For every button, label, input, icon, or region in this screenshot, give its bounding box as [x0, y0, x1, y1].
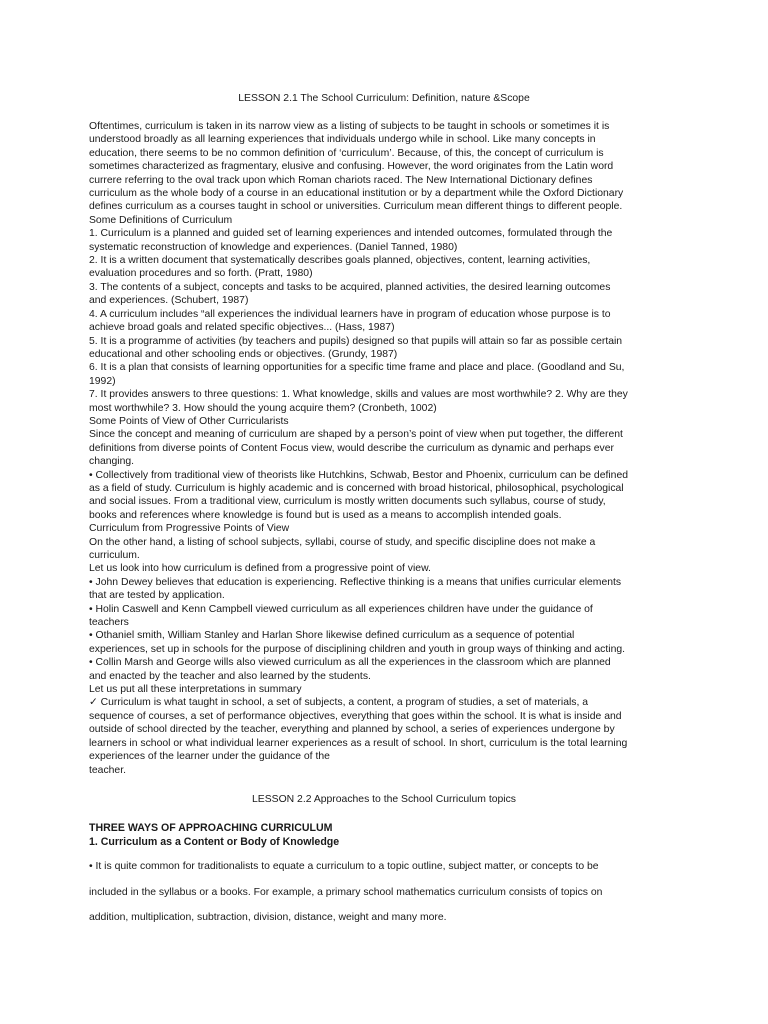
text-line: Some Points of View of Other Curricularists [89, 415, 289, 427]
text-line: On the other hand, a listing of school subjects, syllabi, course of study, and specific discipline does not make a [89, 536, 596, 548]
curriculum-content-heading: 1. Curriculum as a Content or Body of Knowledge [89, 835, 340, 848]
three-ways-heading: THREE WAYS OF APPROACHING CURRICULUM [89, 821, 333, 834]
text-line: books and references where knowledge is found but is used as a means to accomplish intended goals. [89, 509, 562, 521]
text-line: ✓ Curriculum is what taught in school, a set of subjects, a content, a program of studies, a set of materials, a [89, 697, 589, 709]
text-line: learners in school or what individual learner experiences as a result of school. In short, curriculum is the total learning [89, 737, 628, 749]
text-line: systematic reconstruction of knowledge and experiences. (Daniel Tanned, 1980) [89, 241, 458, 253]
text-line: 2. It is a written document that systematically describes goals planned, objectives, content, learning activities, [89, 255, 591, 267]
text-line: • John Dewey believes that education is experiencing. Reflective thinking is a means that unifies curricular elements [89, 576, 622, 588]
text-line: definitions from diverse points of Content Focus view, would describe the curriculum as dynamic and perhaps ever [89, 442, 614, 454]
text-line: curriculum as the whole body of a course in an educational institution or by a department while the Oxford Dictionary [89, 188, 624, 200]
lesson-2-2-title: LESSON 2.2 Approaches to the School Curriculum topics [252, 793, 516, 805]
text-line: and enacted by the teacher and also learned by the students. [89, 670, 371, 682]
text-line: and experiences. (Schubert, 1987) [89, 295, 249, 307]
text-line: understood broadly as all learning experiences that individuals undergo while in school. Like many concepts in [89, 134, 596, 146]
text-line: teachers [89, 617, 129, 629]
text-line: • Othaniel smith, William Stanley and Harlan Shore likewise defined curriculum as a sequence of potential [89, 630, 575, 642]
text-line: 5. It is a programme of activities (by teachers and pupils) designed so that pupils will attain so far as possible certain [89, 335, 623, 347]
text-line: addition, multiplication, subtraction, division, distance, weight and many more. [89, 912, 447, 924]
text-line: sometimes characterized as fragmentary, elusive and confusing. However, the word originates from the Latin word [89, 161, 614, 173]
text-line: • Collin Marsh and George wills also viewed curriculum as all the experiences in the classroom which are planned [89, 657, 611, 669]
text-line: Let us put all these interpretations in summary [89, 684, 302, 696]
lesson-2-1-title: LESSON 2.1 The School Curriculum: Definition, nature &Scope [238, 93, 530, 104]
text-line: included in the syllabus or a books. For example, a primary school mathematics curriculum consists of topics on [89, 886, 603, 898]
text-line: that are tested by application. [89, 590, 225, 602]
text-line: most worthwhile? 3. How should the young acquire them? (Cronbeth, 1002) [89, 402, 437, 414]
lesson-2-2-body [89, 859, 679, 925]
text-line: experiences, set up in schools for the purpose of disciplining children and youth in group ways of thinking and acting. [89, 643, 626, 655]
text-line: sequence of courses, a set of performance objectives, everything that goes within the school. It is what is inside and [89, 710, 622, 722]
text-line: • It is quite common for traditionalists to equate a curriculum to a topic outline, subject matter, or concepts to be [89, 861, 599, 873]
text-line: Some Definitions of Curriculum [89, 214, 233, 226]
text-line: defines curriculum as a courses taught in school or universities. Curriculum mean different things to different people. [89, 201, 623, 213]
text-line: 4. A curriculum includes “all experiences the individual learners have in program of education whose purpose is to [89, 308, 611, 320]
text-line: 1. Curriculum is a planned and guided set of learning experiences and intended outcomes, formulated through the [89, 228, 613, 240]
text-line: 1992) [89, 375, 116, 387]
text-line: Curriculum from Progressive Points of View [89, 523, 290, 535]
text-line: outside of school directed by the teacher, everything and planned by school, a series of experiences undergone by [89, 724, 615, 736]
lesson-2-1-body [89, 120, 679, 777]
text-line: education, there seems to be no common definition of ‘curriculum’. Because, of this, the concept of curriculum is [89, 147, 604, 159]
text-line: curriculum. [89, 550, 140, 561]
text-line: teacher. [89, 764, 126, 776]
text-line: and social issues. From a traditional view, curriculum is mostly written documents such syllabus, course of study, [89, 496, 606, 508]
text-line: 7. It provides answers to three questions: 1. What knowledge, skills and values are most worthwhile? 2. Why are they [89, 389, 628, 401]
text-line: • Holin Caswell and Kenn Campbell viewed curriculum as all experiences children have under the guidance of [89, 603, 593, 615]
text-line: Oftentimes, curriculum is taken in its narrow view as a listing of subjects to be taught in schools or sometimes it is [89, 121, 610, 132]
text-line: • Collectively from traditional view of theorists like Hutchkins, Schwab, Bestor and Phoenix, curriculum can be defined [89, 469, 629, 481]
text-line: educational and other schooling ends or objectives. (Grundy, 1987) [89, 348, 398, 360]
text-line: achieve broad goals and related specific objectives... (Hass, 1987) [89, 322, 395, 334]
text-line: Let us look into how curriculum is defined from a progressive point of view. [89, 563, 431, 575]
text-line: Since the concept and meaning of curriculum are shaped by a person’s point of view when put together, the different [89, 429, 623, 441]
text-line: 3. The contents of a subject, concepts and tasks to be acquired, planned activities, the desired learning outcomes [89, 281, 611, 293]
text-line: currere referring to the oval track upon which Roman chariots raced. The New International Dictionary defines [89, 174, 593, 186]
text-line: 6. It is a plan that consists of learning opportunities for a specific time frame and place and place. (Goodland and Su, [89, 362, 625, 374]
text-line: changing. [89, 456, 135, 468]
text-line: evaluation procedures and so forth. (Pratt, 1980) [89, 268, 313, 280]
document-page [89, 92, 679, 935]
text-line: as a field of study. Curriculum is highly academic and is concerned with broad historical, philosophical, psychological [89, 482, 624, 494]
text-line: experiences of the learner under the guidance of the [89, 751, 330, 763]
